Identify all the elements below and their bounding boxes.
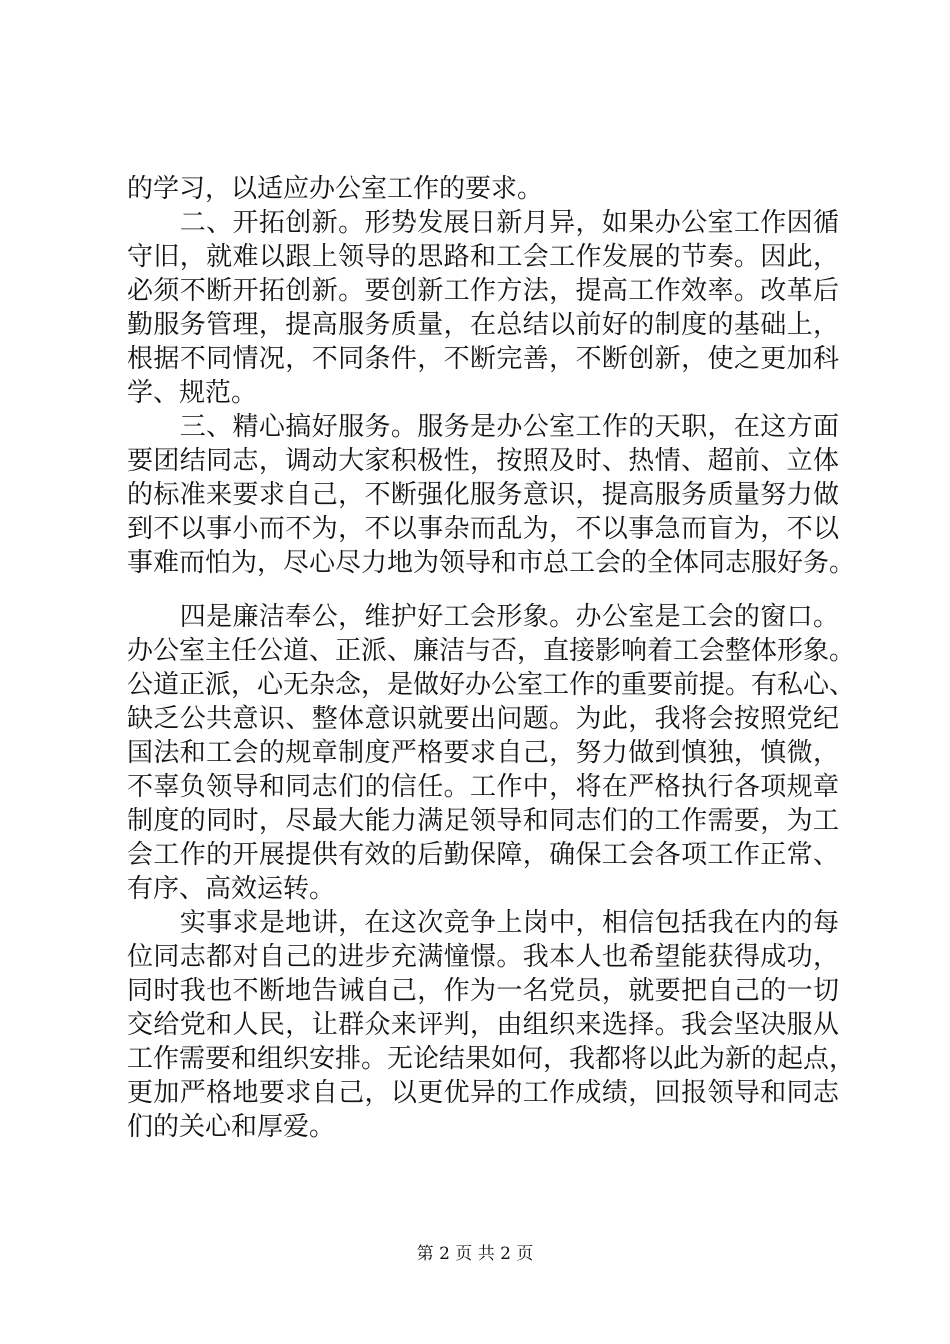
paragraph-line: 交给党和人民，让群众来评判，由组织来选择。我会坚决服从 xyxy=(127,1010,839,1040)
paragraph-line: 办公室主任公道、正派、廉洁与否，直接影响着工会整体形象。 xyxy=(127,636,856,666)
paragraph-line: 事难而怕为，尽心尽力地为领导和市总工会的全体同志服好务。 xyxy=(127,548,856,578)
paragraph-line: 实事求是地讲，在这次竞争上岗中，相信包括我在内的每 xyxy=(127,908,839,938)
paragraph-gap xyxy=(127,580,839,600)
paragraph-line: 的学习，以适应办公室工作的要求。 xyxy=(127,174,544,204)
paragraph-line: 三、精心搞好服务。服务是办公室工作的天职，在这方面 xyxy=(127,412,839,442)
paragraph-line: 工作需要和组织安排。无论结果如何，我都将以此为新的起点， xyxy=(127,1044,856,1074)
paragraph-line: 的标准来要求自己，不断强化服务意识，提高服务质量努力做 xyxy=(127,480,839,510)
paragraph-line: 制度的同时，尽最大能力满足领导和同志们的工作需要，为工 xyxy=(127,806,839,836)
paragraph-line: 不辜负领导和同志们的信任。工作中，将在严格执行各项规章 xyxy=(127,772,839,802)
paragraph-line: 会工作的开展提供有效的后勤保障，确保工会各项工作正常、 xyxy=(127,840,839,870)
paragraph-line: 位同志都对自己的进步充满憧憬。我本人也希望能获得成功， xyxy=(127,942,839,972)
page-number-label: 第 2 页 共 2 页 xyxy=(416,1244,534,1264)
paragraph-line: 同时我也不断地告诫自己，作为一名党员，就要把自己的一切 xyxy=(127,976,839,1006)
paragraph-line: 们的关心和厚爱。 xyxy=(127,1112,336,1142)
paragraph-line: 公道正派，心无杂念，是做好办公室工作的重要前提。有私心、 xyxy=(127,670,856,700)
paragraph-line: 勤服务管理，提高服务质量，在总结以前好的制度的基础上， xyxy=(127,310,839,340)
paragraph-line: 学、规范。 xyxy=(127,378,258,408)
paragraph-line: 要团结同志，调动大家积极性，按照及时、热情、超前、立体 xyxy=(127,446,839,476)
paragraph-line: 国法和工会的规章制度严格要求自己，努力做到慎独，慎微， xyxy=(127,738,839,768)
paragraph-line: 根据不同情况，不同条件，不断完善，不断创新，使之更加科 xyxy=(127,344,839,374)
page-footer xyxy=(0,1244,950,1264)
paragraph-line: 更加严格地要求自己，以更优异的工作成绩，回报领导和同志 xyxy=(127,1078,839,1108)
body-text xyxy=(127,172,856,1144)
paragraph-line: 到不以事小而不为，不以事杂而乱为，不以事急而盲为，不以 xyxy=(127,514,839,544)
paragraph-line: 缺乏公共意识、整体意识就要出问题。为此，我将会按照党纪 xyxy=(127,704,839,734)
paragraph-line: 二、开拓创新。形势发展日新月异，如果办公室工作因循 xyxy=(127,208,839,238)
paragraph-line: 必须不断开拓创新。要创新工作方法，提高工作效率。改革后 xyxy=(127,276,839,306)
paragraph-line: 守旧，就难以跟上领导的思路和工会工作发展的节奏。因此， xyxy=(127,242,839,272)
paragraph-line: 有序、高效运转。 xyxy=(127,874,336,904)
paragraph-line: 四是廉洁奉公，维护好工会形象。办公室是工会的窗口。 xyxy=(127,602,839,632)
